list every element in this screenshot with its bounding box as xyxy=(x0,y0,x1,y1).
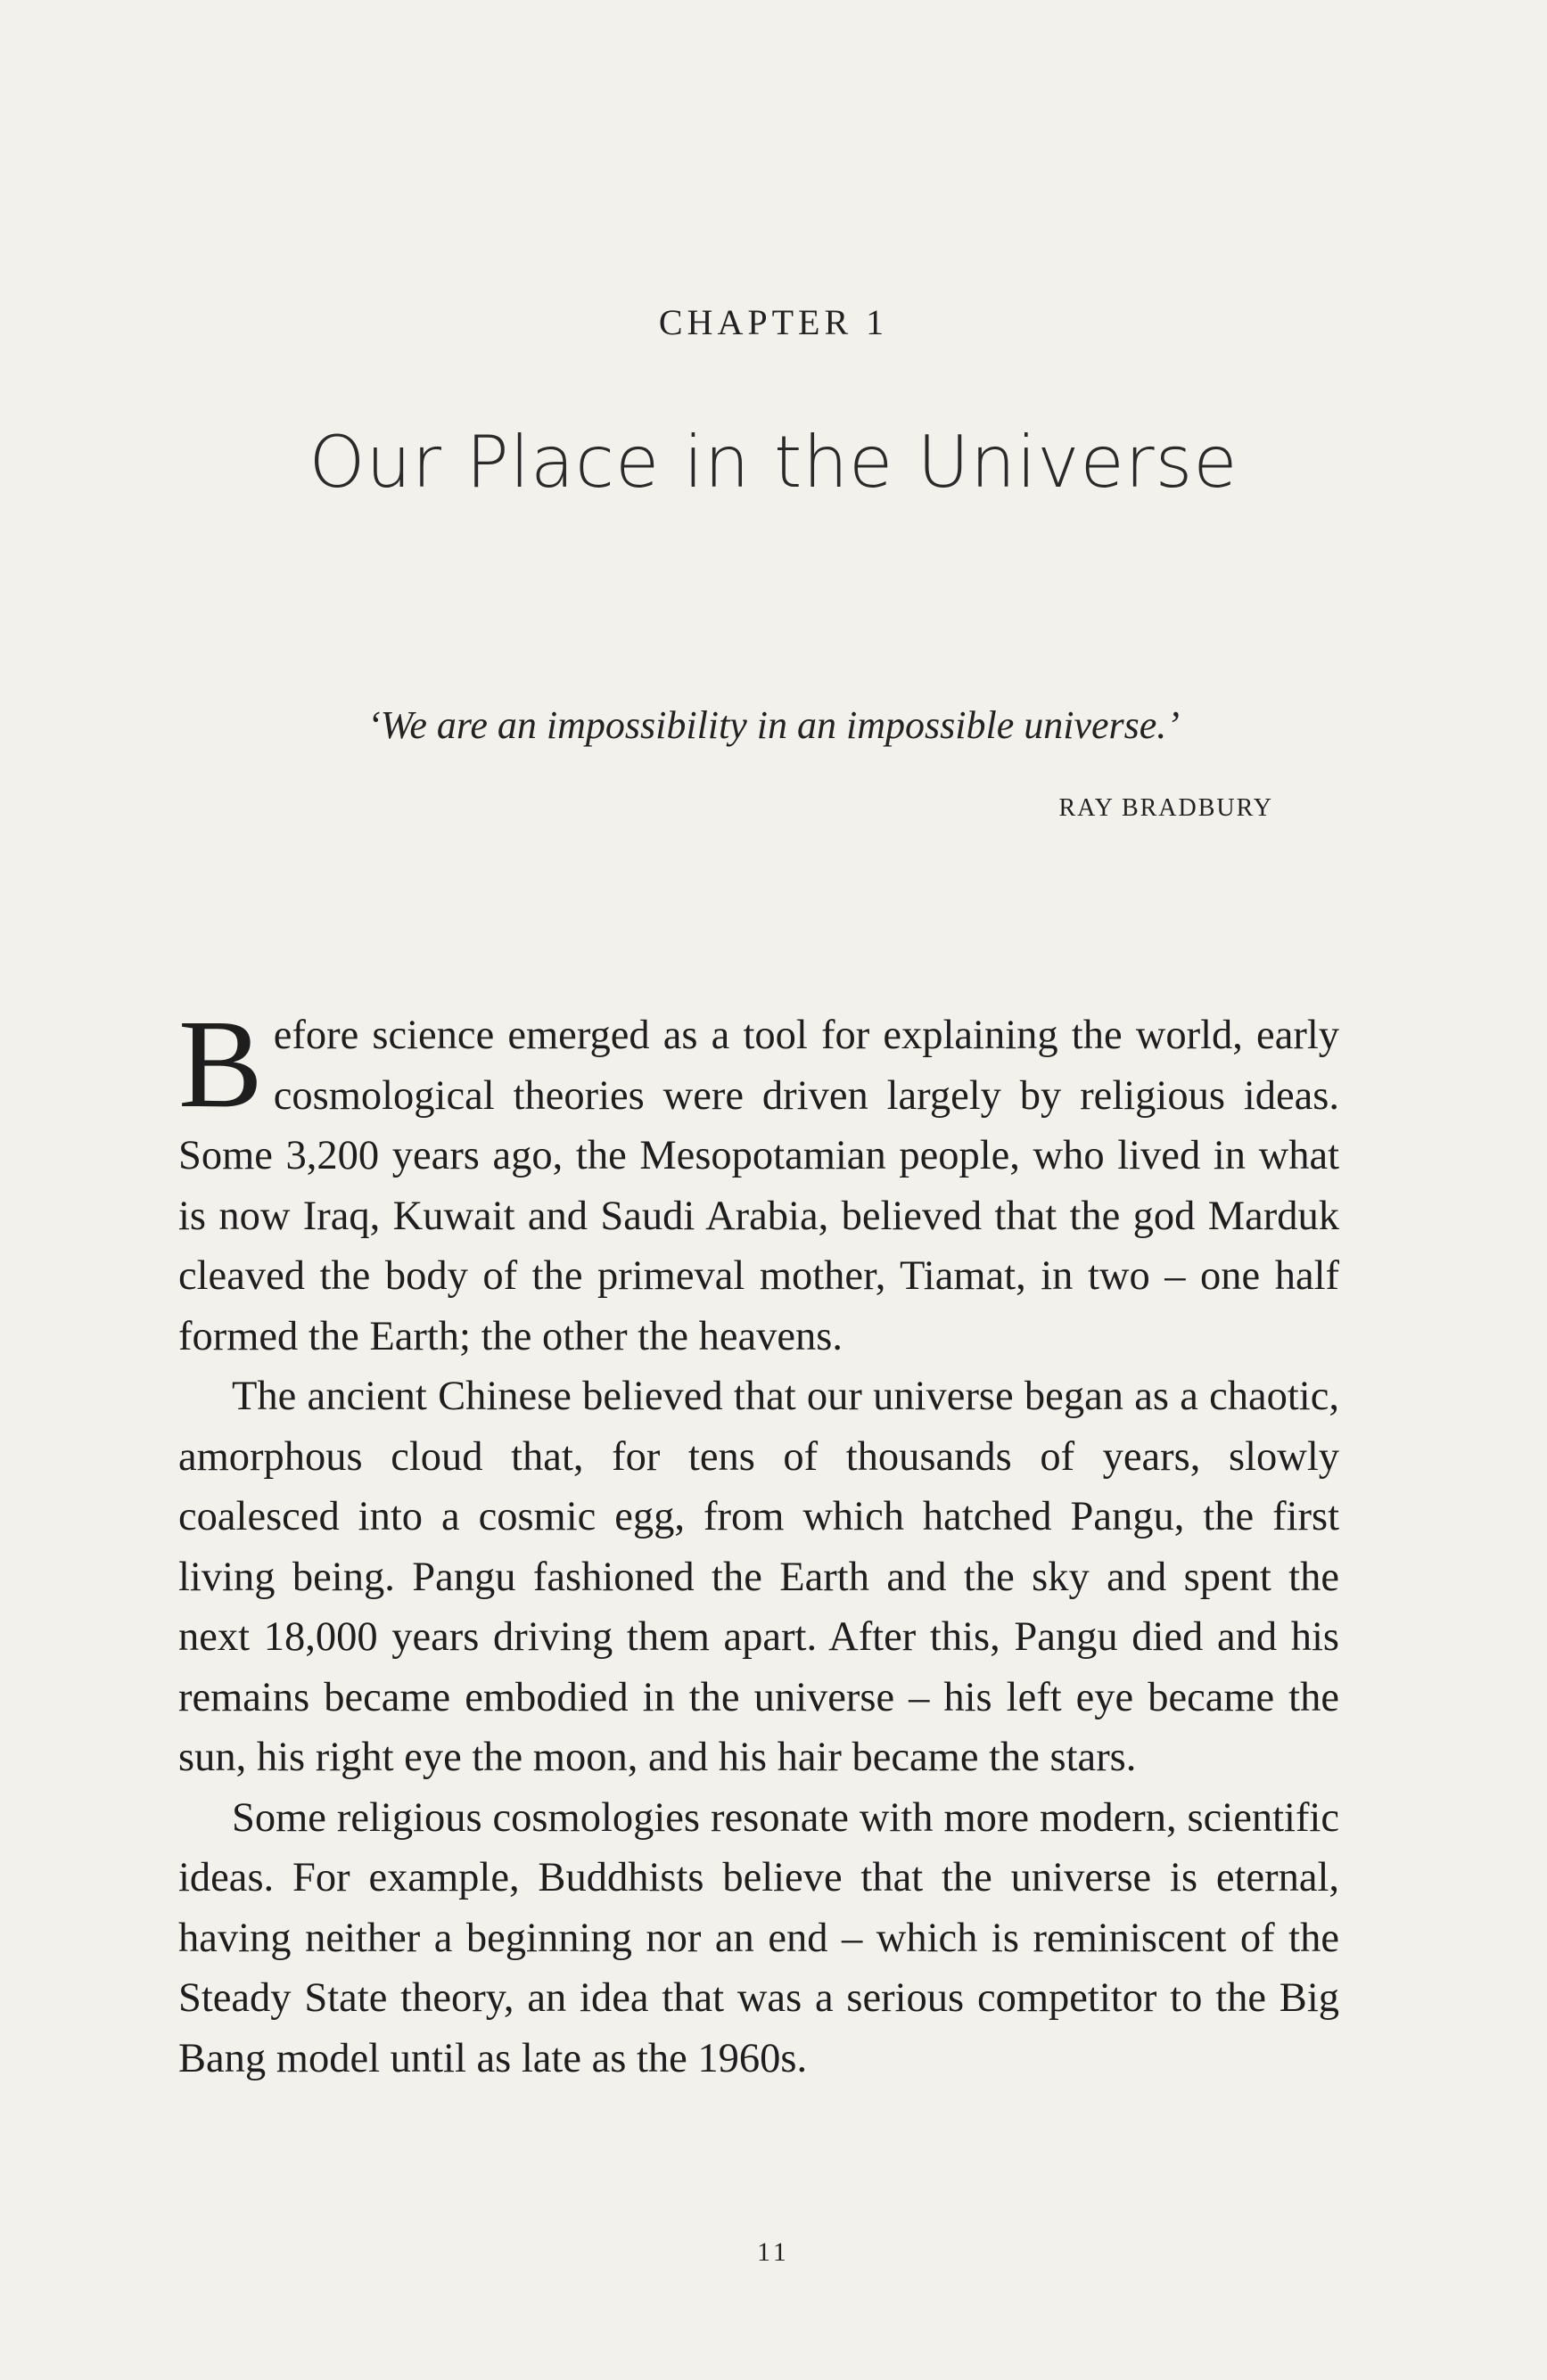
epigraph-author: RAY BRADBURY xyxy=(1058,794,1273,822)
page-number: 11 xyxy=(757,2237,790,2267)
paragraph-1-text: efore science emerged as a tool for explaining the world, early cosmological theories were driven largely by religious ideas. Some 3,200 years ago, the Mesopotamian people, who lived in what is now Iraq, Kuwait and Saudi Arabia, believed that the god Marduk cleaved the body of the primeval mother, Tiamat, in two – one half formed the Earth; the other the heavens. xyxy=(178,1013,1339,1359)
paragraph-2: The ancient Chinese believed that our universe began as a chaotic, amorphous cloud that, for tens of thousands of years, slowly coalesced into a cosmic egg, from which hatched Pangu, the first living being. Pangu fashioned the Earth and the sky and spent the next 18,000 years driving them apart. After this, Pangu died and his remains became embodied in the universe – his left eye became the sun, his right eye the moon, and his hair became the stars. xyxy=(178,1374,1339,1780)
epigraph-quote: ‘We are an impossibility in an impossible universe.’ xyxy=(367,703,1180,747)
paragraph-1 xyxy=(178,993,1339,1366)
chapter-label: CHAPTER 1 xyxy=(658,302,889,342)
chapter-title: Our Place in the Universe xyxy=(309,421,1238,504)
paragraph-3: Some religious cosmologies resonate with more modern, scientific ideas. For example, Buddhists believe that the universe is eternal, having neither a beginning nor an end – which is reminiscent of the Steady State theory, an idea that was a serious competitor to the Big Bang model until as late as the 1960s. xyxy=(178,1794,1339,2081)
drop-cap: B xyxy=(178,993,263,1134)
body-text xyxy=(178,993,1339,2089)
